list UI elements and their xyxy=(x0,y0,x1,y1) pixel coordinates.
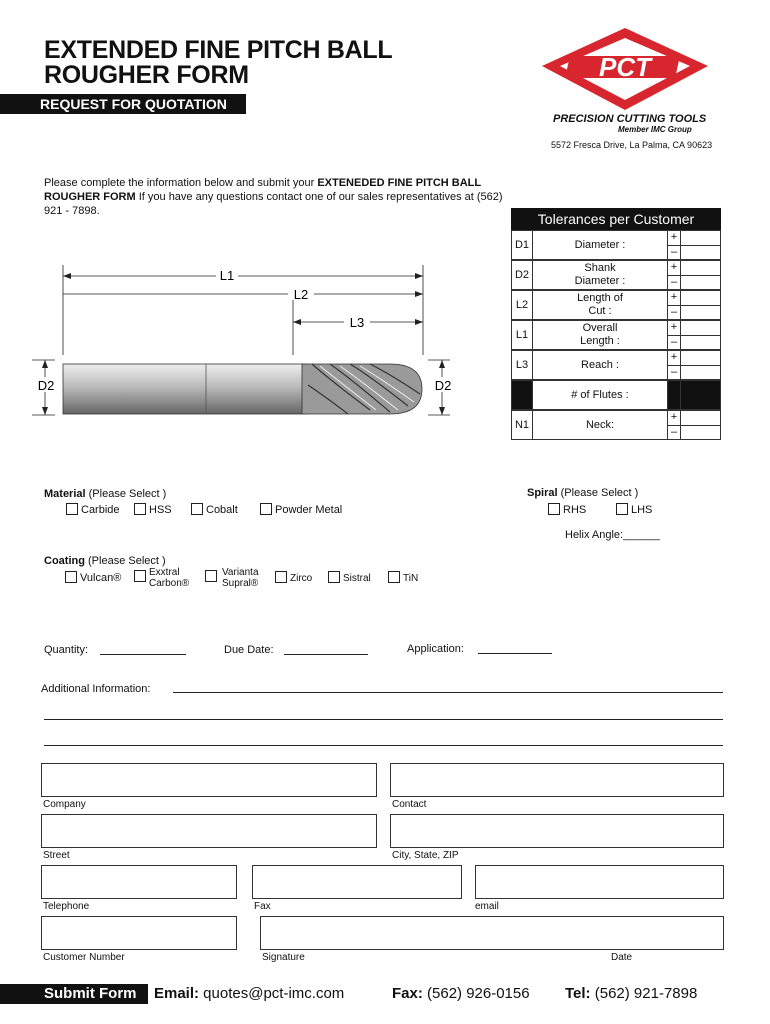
tolerance-row-l3 xyxy=(511,350,721,380)
checkbox[interactable] xyxy=(616,503,628,515)
row-label: Neck: xyxy=(533,410,668,440)
tolerance-row-n1 xyxy=(511,410,721,440)
row-code: L1 xyxy=(511,320,533,350)
spiral-heading xyxy=(527,487,638,499)
row-label: Length of Cut : xyxy=(533,290,668,320)
coating-option-zirco[interactable]: Zirco xyxy=(275,571,312,584)
logo-text: PCT xyxy=(599,52,651,82)
checkbox[interactable] xyxy=(65,571,77,583)
company-address: 5572 Fresca Drive, La Palma, CA 90623 xyxy=(551,140,713,150)
fax-input[interactable] xyxy=(252,865,462,899)
plus-minus: + – xyxy=(668,320,681,350)
intro-paragraph xyxy=(44,176,514,218)
due-date-input[interactable] xyxy=(284,654,368,655)
material-option-carbide[interactable]: Carbide xyxy=(66,503,120,516)
checkbox[interactable] xyxy=(66,503,78,515)
intro-bold: EXTENEDED FINE PITCH BALL ROUGHER FORM xyxy=(44,177,481,203)
tolerance-row-d1 xyxy=(511,230,721,260)
additional-info-label: Additional Information: xyxy=(41,683,151,695)
tolerance-table xyxy=(511,208,721,440)
checkbox[interactable] xyxy=(275,571,287,583)
pct-logo xyxy=(540,26,710,112)
tolerance-row-l1 xyxy=(511,320,721,350)
row-label: Diameter : xyxy=(533,230,668,260)
additional-info-line-2[interactable] xyxy=(44,719,723,720)
tolerance-input[interactable] xyxy=(681,260,721,290)
footer-fax: Fax: (562) 926-0156 xyxy=(392,985,530,1002)
spiral-option-rhs[interactable]: RHS xyxy=(548,503,586,516)
row-code xyxy=(511,380,533,410)
submit-form-button[interactable]: Submit Form xyxy=(0,984,148,1004)
company-subtitle: Member IMC Group xyxy=(618,125,692,134)
telephone-caption: Telephone xyxy=(43,901,90,912)
coating-option-vulcan[interactable]: Vulcan® xyxy=(65,571,121,584)
material-hint: (Please Select ) xyxy=(85,488,167,500)
checkbox[interactable] xyxy=(388,571,400,583)
checkbox[interactable] xyxy=(134,570,146,582)
row-code: L3 xyxy=(511,350,533,380)
application-input[interactable] xyxy=(478,653,552,654)
tolerance-input[interactable] xyxy=(681,410,721,440)
contact-input[interactable] xyxy=(390,763,724,797)
checkbox[interactable] xyxy=(205,570,217,582)
row-code: D2 xyxy=(511,260,533,290)
quantity-label: Quantity: xyxy=(44,644,89,656)
helix-angle-field[interactable]: Helix Angle:______ xyxy=(565,529,660,541)
plus-minus xyxy=(668,380,681,410)
street-input[interactable] xyxy=(41,814,377,848)
row-label: Reach : xyxy=(533,350,668,380)
intro-text-b: If you have any questions contact one of our sales representatives at (562) 921 - 7898. xyxy=(44,191,503,217)
additional-info-line-3[interactable] xyxy=(44,745,723,746)
email-caption: email xyxy=(475,901,499,912)
plus-minus: + – xyxy=(668,290,681,320)
customer-number-input[interactable] xyxy=(41,916,237,950)
tolerance-table-title: Tolerances per Customer xyxy=(511,208,721,230)
material-option-powder-metal[interactable]: Powder Metal xyxy=(260,503,342,516)
tolerance-input[interactable] xyxy=(681,350,721,380)
page-title xyxy=(44,38,392,88)
telephone-input[interactable] xyxy=(41,865,237,899)
customer-number-caption: Customer Number xyxy=(43,952,125,963)
tolerance-input[interactable] xyxy=(681,320,721,350)
tool-drawing xyxy=(30,260,470,440)
coating-option-sistral[interactable]: Sistral xyxy=(328,571,371,584)
date-caption: Date xyxy=(611,952,633,963)
dim-l2: L2 xyxy=(293,287,309,302)
email-input[interactable] xyxy=(475,865,724,899)
dim-d2-right: D2 xyxy=(434,378,452,393)
contact-caption: Contact xyxy=(392,799,427,810)
city-state-zip-input[interactable] xyxy=(390,814,724,848)
tolerance-input[interactable] xyxy=(681,290,721,320)
row-code: N1 xyxy=(511,410,533,440)
intro-text-a: Please complete the information below and submit your xyxy=(44,177,318,189)
title-line-2: ROUGHER FORM xyxy=(44,61,249,89)
row-code: L2 xyxy=(511,290,533,320)
flutes-input[interactable] xyxy=(681,380,721,410)
company-input[interactable] xyxy=(41,763,377,797)
signature-input[interactable] xyxy=(260,916,724,950)
material-heading xyxy=(44,488,166,500)
material-label: Material xyxy=(44,488,86,500)
row-label: Overall Length : xyxy=(533,320,668,350)
checkbox[interactable] xyxy=(134,503,146,515)
coating-option-exxtral[interactable]: Exxtral Carbon® xyxy=(134,567,204,589)
company-name: PRECISION CUTTING TOOLS xyxy=(553,113,707,125)
spiral-hint: (Please Select ) xyxy=(557,487,639,499)
coating-option-varianta[interactable]: Varianta Supral® xyxy=(205,567,275,589)
coating-label: Coating xyxy=(44,555,85,567)
coating-option-tin[interactable]: TiN xyxy=(388,571,418,584)
dim-l3: L3 xyxy=(349,315,365,330)
plus-minus: + – xyxy=(668,350,681,380)
fax-caption: Fax xyxy=(254,901,271,912)
row-code: D1 xyxy=(511,230,533,260)
coating-hint: (Please Select ) xyxy=(84,555,166,567)
checkbox[interactable] xyxy=(328,571,340,583)
coating-heading xyxy=(44,555,166,567)
city-caption: City, State, ZIP xyxy=(392,850,459,861)
dim-l1: L1 xyxy=(219,268,235,283)
tolerance-row-flutes xyxy=(511,380,721,410)
checkbox[interactable] xyxy=(260,503,272,515)
application-label: Application: xyxy=(407,643,464,655)
row-label: Shank Diameter : xyxy=(533,260,668,290)
row-label: # of Flutes : xyxy=(533,380,668,410)
tolerance-input[interactable] xyxy=(681,230,721,260)
due-date-label: Due Date: xyxy=(224,644,274,656)
tolerance-row-l2 xyxy=(511,290,721,320)
footer-email: Email: quotes@pct-imc.com xyxy=(154,985,345,1002)
tolerance-row-d2 xyxy=(511,260,721,290)
plus-minus: + – xyxy=(668,260,681,290)
company-caption: Company xyxy=(43,799,86,810)
quantity-input[interactable] xyxy=(100,654,186,655)
dim-d2-left: D2 xyxy=(37,378,55,393)
plus-minus: + – xyxy=(668,230,681,260)
title-line-1: EXTENDED FINE PITCH BALL xyxy=(44,36,393,64)
rfq-banner: REQUEST FOR QUOTATION xyxy=(0,94,246,114)
spiral-option-lhs[interactable]: LHS xyxy=(616,503,652,516)
spiral-label: Spiral xyxy=(527,487,558,499)
street-caption: Street xyxy=(43,850,70,861)
checkbox[interactable] xyxy=(548,503,560,515)
signature-caption: Signature xyxy=(262,952,305,963)
checkbox[interactable] xyxy=(191,503,203,515)
material-option-hss[interactable]: HSS xyxy=(134,503,172,516)
plus-minus: + – xyxy=(668,410,681,440)
footer-tel: Tel: (562) 921-7898 xyxy=(565,985,698,1002)
additional-info-line-1[interactable] xyxy=(173,692,723,693)
material-option-cobalt[interactable]: Cobalt xyxy=(191,503,238,516)
